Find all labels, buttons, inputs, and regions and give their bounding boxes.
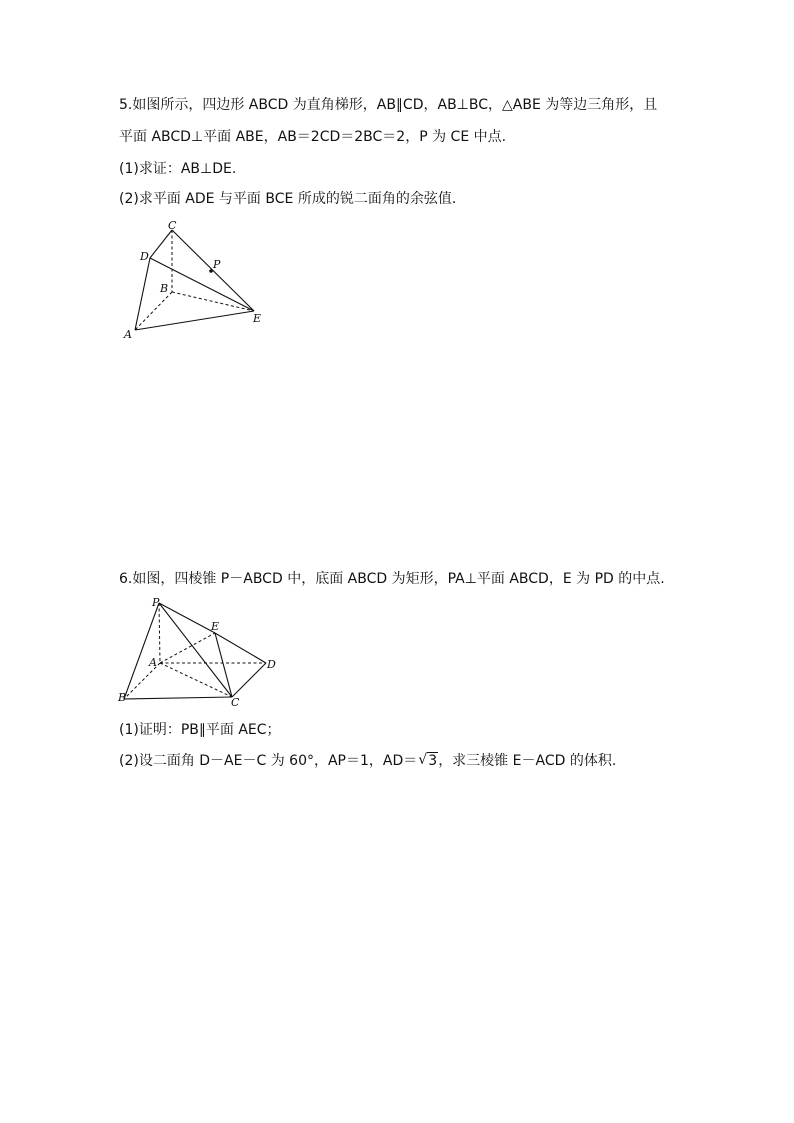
edge-ED bbox=[215, 633, 266, 663]
edge-AE bbox=[135, 311, 254, 330]
label-C: C bbox=[168, 220, 177, 232]
edge-DA bbox=[135, 258, 150, 330]
edge-CD bbox=[232, 663, 266, 697]
problem5-statement-line2: 平面 ABCD⊥平面 ABE，AB＝2CD＝2BC＝2，P 为 CE 中点. bbox=[119, 129, 507, 145]
radical-sign: √ bbox=[418, 752, 428, 768]
label-E: E bbox=[211, 620, 220, 633]
edge-PB bbox=[124, 603, 159, 699]
label-P: P bbox=[213, 258, 221, 271]
problem6-part2-suffix: ，求三棱锥 E－ACD 的体积. bbox=[438, 753, 617, 769]
sqrt-expression bbox=[418, 752, 438, 770]
edge-EC bbox=[215, 633, 232, 697]
edge-AC bbox=[160, 663, 232, 697]
edge-BE bbox=[172, 292, 254, 311]
radicand: 3 bbox=[428, 753, 438, 769]
problem5-figure bbox=[118, 220, 278, 344]
label-C: C bbox=[231, 696, 240, 708]
problem6-figure bbox=[116, 596, 276, 708]
edge-AE bbox=[160, 633, 215, 663]
label-E: E bbox=[253, 312, 262, 325]
label-A: A bbox=[124, 328, 132, 341]
edge-CD bbox=[150, 230, 172, 258]
problem5-part1: (1)求证：AB⊥DE. bbox=[119, 161, 237, 177]
problem6-part1: (1)证明：PB∥平面 AEC； bbox=[119, 722, 281, 738]
label-B: B bbox=[118, 691, 127, 704]
edge-BA bbox=[135, 292, 172, 330]
problem6-part2 bbox=[119, 752, 616, 770]
edge-BC bbox=[124, 697, 232, 699]
label-D: D bbox=[140, 250, 149, 263]
problem6-statement: 6.如图，四棱锥 P－ABCD 中，底面 ABCD 为矩形，PA⊥平面 ABCD，E 为 PD 的中点. bbox=[119, 571, 665, 587]
problem5-part2: (2)求平面 ADE 与平面 BCE 所成的锐二面角的余弦值. bbox=[119, 191, 457, 207]
problem6-part2-prefix: (2)设二面角 D－AE－C 为 60°，AP＝1，AD＝ bbox=[119, 753, 418, 769]
label-D: D bbox=[267, 658, 276, 671]
edge-PE bbox=[159, 603, 215, 633]
label-B: B bbox=[160, 282, 169, 295]
edge-PA bbox=[159, 603, 160, 663]
edge-PC bbox=[159, 603, 232, 697]
problem5-statement-line1: 5.如图所示，四边形 ABCD 为直角梯形，AB∥CD，AB⊥BC，△ABE 为等边三角形，且 bbox=[119, 97, 658, 113]
label-P: P bbox=[152, 596, 160, 609]
label-A: A bbox=[149, 656, 157, 669]
